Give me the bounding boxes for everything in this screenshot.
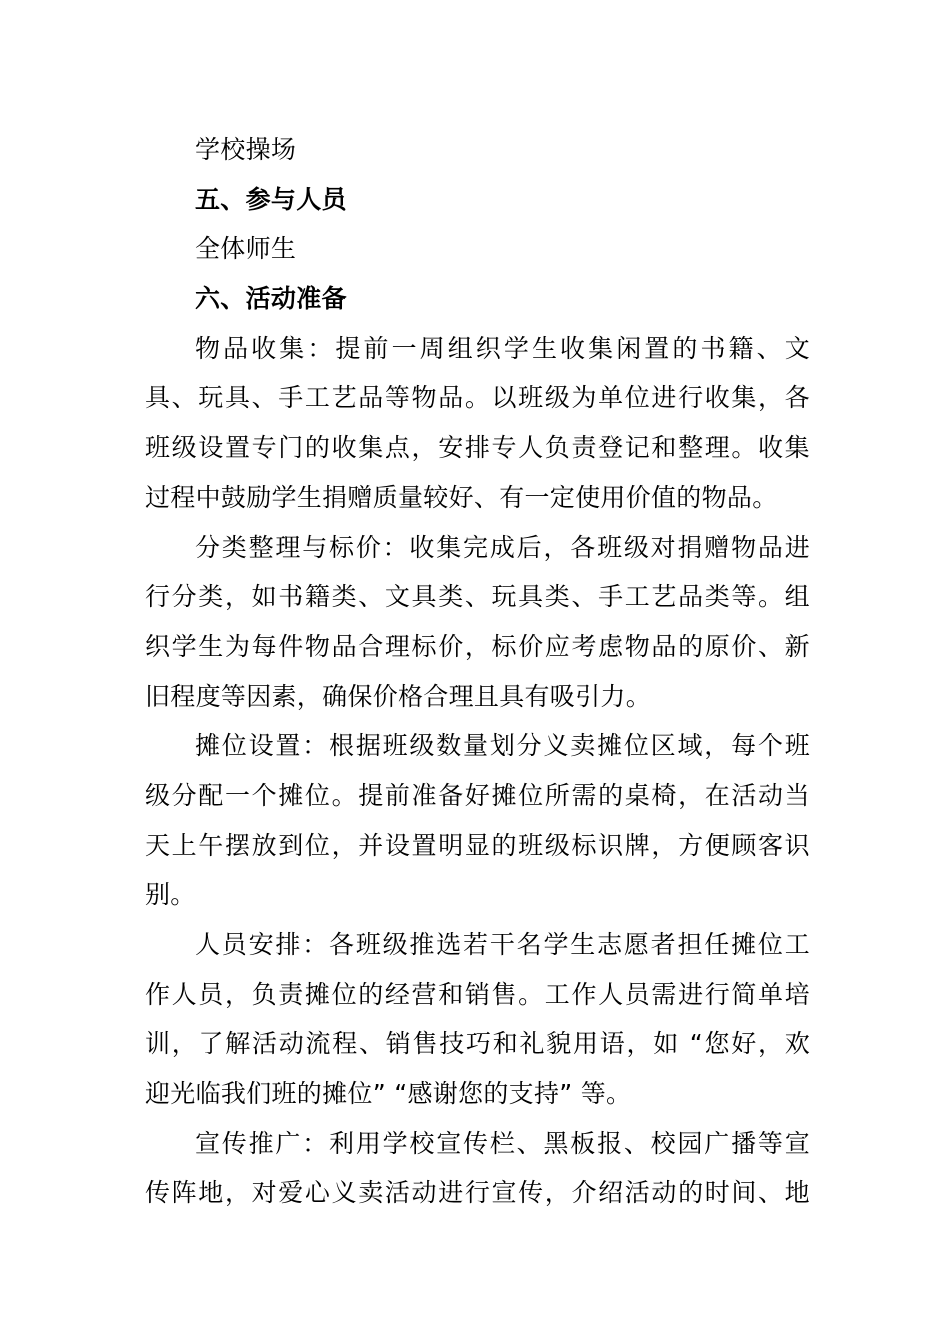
document-body xyxy=(145,125,810,1218)
paragraph-line: 作人员，负责摊位的经营和销售。工作人员需进行简单培 xyxy=(145,979,810,1009)
paragraph-line: 天上午摆放到位，并设置明显的班级标识牌，方便顾客识 xyxy=(145,830,810,860)
paragraph-line: 行分类，如书籍类、文具类、玩具类、手工艺品类等。组 xyxy=(145,582,810,612)
paragraph-line: 传阵地，对爱心义卖活动进行宣传，介绍活动的时间、地 xyxy=(145,1178,810,1208)
paragraph-line: 宣传推广：利用学校宣传栏、黑板报、校园广播等宣 xyxy=(195,1128,810,1158)
paragraph-line: 级分配一个摊位。提前准备好摊位所需的桌椅，在活动当 xyxy=(145,780,810,810)
venue-text: 学校操场 xyxy=(195,135,297,164)
paragraph-line: 过程中鼓励学生捐赠质量较好、有一定使用价值的物品。 xyxy=(145,482,778,512)
paragraph-line: 旧程度等因素，确保价格合理且具有吸引力。 xyxy=(145,681,652,711)
paragraph-line: 分类整理与标价：收集完成后，各班级对捐赠物品进 xyxy=(195,532,810,562)
section-heading-preparation: 六、活动准备 xyxy=(195,284,347,314)
paragraph-line: 人员安排：各班级推选若干名学生志愿者担任摊位工 xyxy=(195,930,810,959)
paragraph-line: 迎光临我们班的摊位” “感谢您的支持” 等。 xyxy=(145,1079,632,1109)
paragraph-line: 训，了解活动流程、销售技巧和礼貌用语，如 “您好，欢 xyxy=(145,1029,810,1059)
participants-text: 全体师生 xyxy=(195,234,297,264)
paragraph-line: 摊位设置：根据班级数量划分义卖摊位区域，每个班 xyxy=(195,731,810,761)
paragraph-line: 具、玩具、手工艺品等物品。以班级为单位进行收集，各 xyxy=(145,383,810,413)
paragraph-line: 物品收集：提前一周组织学生收集闲置的书籍、文 xyxy=(195,333,810,363)
paragraph-line: 别。 xyxy=(145,880,196,910)
paragraph-line: 织学生为每件物品合理标价，标价应考虑物品的原价、新 xyxy=(145,631,810,661)
paragraph-line: 班级设置专门的收集点，安排专人负责登记和整理。收集 xyxy=(145,433,810,463)
section-heading-participants: 五、参与人员 xyxy=(195,184,347,214)
